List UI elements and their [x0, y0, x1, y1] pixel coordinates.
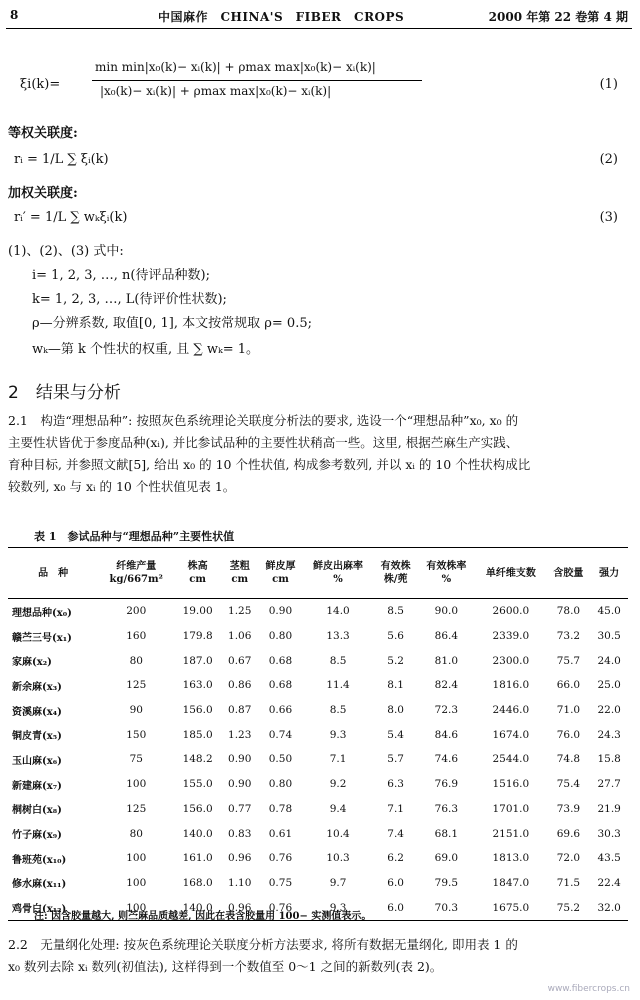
table-cell: 140.0: [182, 901, 213, 914]
table-cell: 24.3: [597, 728, 621, 741]
variety-name: 桐树白(x₈): [12, 805, 62, 817]
table-cell: 1674.0: [492, 728, 530, 741]
para-line: 育种目标, 并参照文献[5], 给出 x₀ 的 10 个性状值, 构成参考数列, 并以 xᵢ 的 10 个性状构成比: [8, 457, 531, 472]
table-row: [8, 846, 628, 871]
table-cell: 2446.0: [492, 704, 530, 717]
variety-name: 资溪麻(x₄): [12, 706, 62, 718]
variety-name: 铜皮青(x₅): [12, 731, 62, 743]
table-cell: 200: [126, 605, 147, 618]
table-cell: 2151.0: [492, 827, 530, 840]
table-cell: 179.8: [182, 630, 213, 643]
table-cell: 160: [126, 630, 147, 643]
table-cell: 0.77: [228, 802, 252, 815]
variety-name: 新建麻(x₇): [12, 780, 62, 792]
table-cell: 75.7: [556, 654, 581, 667]
table-cell: 1813.0: [492, 852, 530, 865]
table-cell: 1701.0: [492, 802, 530, 815]
defs-line: (1)、(2)、(3) 式中:: [8, 244, 124, 259]
table-cell: 8.0: [387, 704, 404, 717]
table-cell: 9.2: [329, 778, 347, 791]
table-cell: 1.06: [228, 630, 252, 643]
table-cell: 30.3: [597, 827, 621, 840]
table-cell: 6.0: [387, 876, 404, 889]
table-cell: 79.5: [434, 876, 459, 889]
paragraph-2-2: [8, 934, 628, 978]
table-header-cell: 有效株率 %: [426, 561, 467, 585]
table-cell: 100: [126, 778, 147, 791]
table-cell: 80: [129, 654, 143, 667]
table-header-cell: 强力: [599, 567, 620, 579]
table-cell: 74.8: [556, 753, 581, 766]
table-cell: 2544.0: [492, 753, 530, 766]
defs-line: k= 1, 2, 3, …, L(待评价性状数);: [32, 292, 227, 307]
table-cell: 0.76: [268, 901, 293, 914]
table-cell: 2339.0: [492, 630, 530, 643]
table-cell: 84.6: [434, 728, 459, 741]
table-cell: 6.0: [387, 901, 404, 914]
table-cell: 43.5: [597, 852, 621, 865]
table-cell: 5.4: [387, 728, 404, 741]
table-cell: 140.0: [182, 827, 213, 840]
table-cell: 82.4: [434, 679, 459, 692]
table-cell: 68.1: [434, 827, 459, 840]
para-line: 2.1 构造“理想品种”: 按照灰色系统理论关联度分析法的要求, 选设一个“理想品种”x₀, x₀ 的: [8, 413, 519, 428]
table-cell: 0.80: [268, 778, 293, 791]
table-cell: 155.0: [182, 778, 213, 791]
table-cell: 71.5: [556, 876, 581, 889]
table-caption: 表 1 参试品种与“理想品种”主要性状值: [34, 530, 235, 543]
table-row: [8, 624, 628, 649]
table-cell: 0.96: [228, 901, 252, 914]
table-cell: 0.66: [268, 704, 293, 717]
table-cell: 78.0: [556, 605, 581, 618]
table-cell: 25.0: [597, 679, 621, 692]
variety-name: 修水麻(x₁₁): [12, 879, 67, 891]
variety-name: 赣苎三号(x₁): [12, 632, 72, 644]
table-cell: 125: [126, 679, 147, 692]
table-cell: 5.7: [387, 753, 404, 766]
table-cell: 7.4: [387, 827, 404, 840]
table-cell: 9.4: [329, 802, 347, 815]
table-cell: 1847.0: [492, 876, 530, 889]
table-cell: 0.68: [268, 679, 293, 692]
table-cell: 8.5: [387, 605, 404, 618]
para-line: 较数列, x₀ 与 xᵢ 的 10 个性状值见表 1。: [8, 479, 236, 494]
table-cell: 11.4: [326, 679, 350, 692]
table-cell: 81.0: [434, 654, 459, 667]
table-cell: 72.3: [434, 704, 459, 717]
header-rule: [6, 28, 632, 29]
table-cell: 156.0: [182, 802, 213, 815]
table-cell: 80: [129, 827, 143, 840]
table-cell: 1.23: [228, 728, 252, 741]
table-cell: 74.6: [434, 753, 459, 766]
journal-title: 中国麻作 CHINA'S FIBER CROPS: [158, 10, 405, 24]
variety-name: 理想品种(x₀): [12, 607, 72, 619]
table-cell: 9.3: [329, 901, 347, 914]
table-cell: 71.0: [556, 704, 581, 717]
table-row: [8, 673, 628, 698]
para-line: x₀ 数列去除 xᵢ 数列(初值法), 这样得到一个数值至 0～1 之间的新数列(表 2)。: [8, 959, 443, 974]
table-cell: 0.90: [228, 778, 252, 791]
table-cell: 163.0: [182, 679, 213, 692]
table-cell: 7.1: [387, 802, 404, 815]
equation-2: rᵢ = 1/L ∑ ξᵢ(k): [14, 152, 109, 167]
table-header-row: [8, 548, 628, 599]
table-header-cell: 含胶量: [553, 567, 584, 579]
eq1-number: (1): [599, 77, 618, 92]
table-cell: 5.6: [387, 630, 404, 643]
table-note: 注: 因含胶量越大, 则苎麻品质越差, 因此在表含胶量用 100− 实测值表示。: [34, 911, 372, 922]
trait-table: [8, 547, 628, 921]
table-cell: 2600.0: [492, 605, 530, 618]
table-header-cell: 茎粗 cm: [229, 561, 250, 585]
table-header-cell: 单纤维支数: [485, 567, 536, 579]
table-cell: 0.50: [268, 753, 293, 766]
table-cell: 0.87: [228, 704, 252, 717]
table-row: [8, 772, 628, 797]
table-row: [8, 871, 628, 896]
table-cell: 0.74: [268, 728, 293, 741]
table-cell: 0.76: [268, 852, 293, 865]
table-header-cell: 鲜皮厚 cm: [265, 561, 296, 585]
table-cell: 22.4: [597, 876, 621, 889]
table-cell: 75: [129, 753, 143, 766]
eq3-number: (3): [599, 210, 618, 225]
para-line: 2.2 无量纲化处理: 按灰色系统理论关联度分析方法要求, 将所有数据无量纲化, 即用表 1 的: [8, 937, 518, 952]
table-row: [8, 648, 628, 673]
table-header-cell: 鲜皮出麻率 %: [313, 561, 364, 585]
table-cell: 185.0: [182, 728, 213, 741]
variety-name: 鲁班苑(x₁₀): [12, 854, 67, 866]
weighted-label: 加权关联度:: [8, 186, 78, 201]
eq2-number: (2): [599, 152, 618, 167]
paragraph-2-1: [8, 410, 628, 498]
table-cell: 69.0: [434, 852, 459, 865]
table-cell: 19.00: [182, 605, 213, 618]
eq1-numerator: min min|x₀(k)− xᵢ(k)| + ρmax max|x₀(k)− xᵢ(k)|: [95, 60, 376, 74]
table-row: [8, 821, 628, 846]
table-row: [8, 747, 628, 772]
table-header-cell: 品 种: [38, 567, 69, 579]
table-cell: 27.7: [597, 778, 621, 791]
table-cell: 21.9: [597, 802, 621, 815]
table-row: [8, 722, 628, 747]
table-cell: 0.68: [268, 654, 293, 667]
table-cell: 0.96: [228, 852, 252, 865]
table-cell: 100: [126, 852, 147, 865]
table-cell: 6.2: [387, 852, 404, 865]
table-cell: 73.2: [556, 630, 581, 643]
issue-info: 2000 年第 22 卷第 4 期: [488, 10, 628, 24]
table-cell: 100: [126, 901, 147, 914]
table-cell: 1.10: [228, 876, 252, 889]
table-cell: 0.78: [268, 802, 293, 815]
eq1-lhs: ξi(k)=: [20, 77, 61, 92]
table-cell: 6.3: [387, 778, 404, 791]
table-cell: 1.25: [228, 605, 252, 618]
table-row: [8, 698, 628, 723]
table-cell: 100: [126, 876, 147, 889]
equal-weight-label: 等权关联度:: [8, 126, 78, 141]
table-cell: 5.2: [387, 654, 404, 667]
table-cell: 8.5: [329, 654, 347, 667]
table-cell: 76.9: [434, 778, 459, 791]
defs-line: i= 1, 2, 3, …, n(待评品种数);: [32, 268, 210, 283]
table-cell: 30.5: [597, 630, 621, 643]
table-cell: 75.2: [556, 901, 581, 914]
table-cell: 24.0: [597, 654, 621, 667]
table-cell: 76.3: [434, 802, 459, 815]
page-number: 8: [10, 8, 19, 22]
table-cell: 13.3: [326, 630, 350, 643]
table-cell: 156.0: [182, 704, 213, 717]
table-cell: 1816.0: [492, 679, 530, 692]
table-cell: 32.0: [597, 901, 621, 914]
table-cell: 7.1: [329, 753, 347, 766]
eq1-fraction-bar: [92, 80, 422, 81]
equation-3: rᵢ′ = 1/L ∑ wₖξᵢ(k): [14, 210, 128, 225]
table-cell: 70.3: [434, 901, 459, 914]
defs-line: ρ—分辨系数, 取值[0, 1], 本文按常规取 ρ= 0.5;: [32, 316, 312, 331]
table-cell: 0.83: [228, 827, 252, 840]
table-cell: 187.0: [182, 654, 213, 667]
table-cell: 14.0: [326, 605, 350, 618]
table-row: [8, 797, 628, 822]
table-cell: 90: [129, 704, 143, 717]
running-header: [8, 6, 632, 26]
watermark: www.fibercrops.cn: [547, 984, 630, 994]
table-cell: 125: [126, 802, 147, 815]
defs-line: wₖ—第 k 个性状的权重, 且 ∑ wₖ= 1。: [32, 342, 259, 357]
table-cell: 168.0: [182, 876, 213, 889]
table-cell: 0.86: [228, 679, 252, 692]
section-heading: 2 结果与分析: [8, 383, 121, 403]
table-cell: 10.4: [326, 827, 350, 840]
para-line: 主要性状皆优于参度品种(xᵢ), 并比参试品种的主要性状稍高一些。这里, 根据苎麻生产实践、: [8, 435, 519, 450]
table-cell: 0.67: [228, 654, 252, 667]
table-cell: 86.4: [434, 630, 459, 643]
table-row: [8, 599, 628, 624]
table-cell: 0.61: [268, 827, 293, 840]
table-cell: 73.9: [556, 802, 581, 815]
table-cell: 0.90: [228, 753, 252, 766]
table-cell: 161.0: [182, 852, 213, 865]
table-cell: 2300.0: [492, 654, 530, 667]
table-cell: 0.75: [268, 876, 293, 889]
table-cell: 90.0: [434, 605, 459, 618]
table-cell: 22.0: [597, 704, 621, 717]
table-cell: 0.80: [268, 630, 293, 643]
table-cell: 150: [126, 728, 147, 741]
variety-name: 玉山麻(x₆): [12, 755, 62, 767]
table-cell: 72.0: [556, 852, 581, 865]
table-cell: 15.8: [597, 753, 621, 766]
table-cell: 1516.0: [492, 778, 530, 791]
variety-name: 新余麻(x₃): [12, 681, 62, 693]
table-header-cell: 纤维产量 kg/667m²: [109, 561, 163, 585]
table-cell: 69.6: [556, 827, 581, 840]
table-cell: 0.90: [268, 605, 293, 618]
table-cell: 8.5: [329, 704, 347, 717]
variety-name: 竹子麻(x₉): [12, 830, 62, 842]
table-cell: 1675.0: [492, 901, 530, 914]
table-header-cell: 有效株 株/蔸: [380, 561, 411, 585]
table-cell: 9.3: [329, 728, 347, 741]
variety-name: 家麻(x₂): [12, 657, 52, 669]
table-cell: 9.7: [329, 876, 347, 889]
table-cell: 10.3: [326, 852, 350, 865]
table-cell: 76.0: [556, 728, 581, 741]
table-cell: 75.4: [556, 778, 581, 791]
variety-name: 鸡骨白(x₁₂): [12, 904, 67, 916]
table-cell: 45.0: [597, 605, 621, 618]
eq1-denominator: |x₀(k)− xᵢ(k)| + ρmax max|x₀(k)− xᵢ(k)|: [100, 84, 332, 98]
table-cell: 8.1: [387, 679, 404, 692]
table-cell: 66.0: [556, 679, 581, 692]
table-header-cell: 株高 cm: [187, 561, 208, 585]
table-cell: 148.2: [182, 753, 213, 766]
